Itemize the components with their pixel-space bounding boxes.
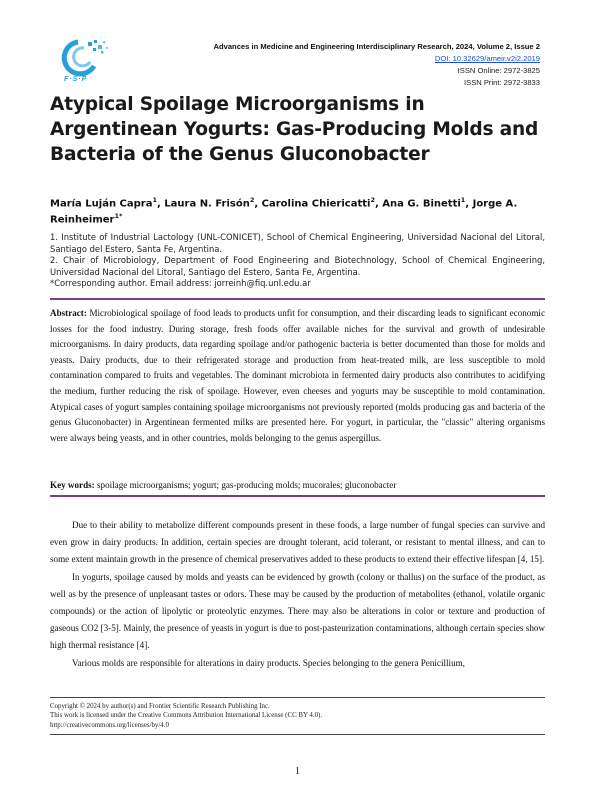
affiliation-1: 1. Institute of Industrial Lactology (UNL-CONICET), School of Chemical Engineering, Universidad Nacional del Litoral, Santiago del Estero, Santa Fe, Argentina.	[50, 232, 545, 254]
globe-logo-icon	[58, 36, 120, 80]
copyright-line: Copyright © 2024 by author(s) and Frontier Scientific Research Publishing Inc.	[50, 703, 270, 710]
affiliation-2: 2. Chair of Microbiology, Department of Food Engineering and Biotechnology, School of Chemical Engineering, Universidad Nacional del Litoral, Santiago del Estero, Santa Fe, Argentina.	[50, 255, 545, 277]
author-list	[50, 194, 545, 227]
author-affiliation-mark: 2	[370, 196, 375, 204]
title-line-3: Bacteria of the Genus Gluconobacter	[50, 144, 430, 165]
logo-text: F·S·P	[64, 76, 88, 83]
footer-top-rule	[50, 697, 545, 698]
author-name: Ana G. Binetti	[382, 198, 461, 210]
affiliations	[50, 232, 545, 290]
author-separator: ,	[254, 198, 262, 210]
keywords	[50, 478, 545, 492]
journal-name: Advances in Medicine and Engineering Interdisciplinary Research, 2024, Volume 2, Issue 2	[213, 42, 540, 51]
page-number: 1	[295, 766, 300, 777]
author-name: Jorge A. Reinheimer	[50, 198, 518, 226]
doi-link[interactable]: DOI: 10.32629/ameir.v2i2.2019	[434, 54, 540, 63]
author-affiliation-mark: 1*	[114, 212, 123, 221]
publisher-logo	[58, 36, 120, 88]
keywords-text: spoilage microorganisms; yogurt; gas-producing molds; mucorales; gluconobacter	[94, 480, 397, 490]
issn-online: ISSN Online: 2972-3825	[457, 66, 540, 75]
author-name: Carolina Chiericatti	[261, 198, 371, 210]
license-line: This work is licensed under the Creative Commons Attribution International License (CC BY 4.0).	[50, 712, 323, 720]
license-footer	[50, 702, 545, 730]
abstract-text: Microbiological spoilage of food leads to products unfit for consumption, and their discarding leads to significant economic losses for the food industry. During storage, fresh foods offer available niches for the survival and growth of undesirable microorganisms. In dairy products, data regarding spoilage and/or pathogenic bacteria is better documented than those for molds and yeasts. Dairy products, due to their refrigerated storage and production from heat-treated milk, are less susceptible to mold contamination compared to fruits and vegetables. The dominant microbiota in fermented dairy products also contributes to acidifying the medium, further reducing the risk of spoilage. However, even cheeses and yogurts may be susceptible to mold contamination. Atypical cases of yogurt samples containing spoilage microorganisms not previously reported (molds producing gas and bacteria of the genus Gluconobacter) in Argentinean fermented milks are presented here. For yogurt, in particular, the "classic" altering organisms were always being yeasts, and in other countries, molds belonging to the genus aspergillus.	[50, 308, 545, 443]
title-line-1: Atypical Spoilage Microorganisms in	[50, 94, 425, 115]
body-paragraph-3: Various molds are responsible for alterations in dairy products. Species belonging to the genera Penicillium,	[72, 658, 465, 669]
title-line-2: Argentinean Yogurts: Gas-Producing Molds and	[50, 119, 539, 140]
body-paragraph-2: In yogurts, spoilage caused by molds and yeasts can be evidenced by growth (colony or thallus) on the surface of the product, as well as by the presence of unpleasant tastes or odors. These may be caused by the production of metabolites (ethanol, volatile organic compounds) or the action of lipolytic or proteolytic enzymes. There may also be alterations in color or texture and production of gaseous CO2 [3-5]. Mainly, the presence of yeasts in yogurt is due to post-pasteurization contaminations, although certain species show high thermal resistance [4].	[50, 572, 545, 650]
abstract-label: Abstract:	[50, 308, 87, 318]
abstract-bottom-rule	[50, 495, 545, 497]
abstract	[50, 306, 545, 446]
journal-header	[213, 41, 540, 89]
author-separator: ,	[157, 198, 165, 210]
body-text	[50, 517, 545, 672]
author-name: María Luján Capra	[50, 198, 153, 210]
author-affiliation-mark: 1	[460, 196, 466, 204]
author-separator: ,	[465, 198, 473, 210]
keywords-label: Key words:	[50, 480, 95, 490]
author-affiliation-mark: 2	[249, 196, 255, 204]
footer-bottom-rule	[50, 734, 545, 735]
author-separator: ,	[374, 198, 383, 210]
corresponding-author: *Corresponding author. Email address: jorreinh@fiq.unl.edu.ar	[50, 278, 311, 289]
issn-print: ISSN Print: 2972-3833	[464, 78, 540, 87]
author-name: Laura N. Frisón	[164, 198, 250, 210]
abstract-top-rule	[50, 298, 545, 300]
paper-title	[50, 92, 550, 167]
license-url[interactable]: http://creativecommons.org/licenses/by/4.0	[50, 721, 169, 729]
body-paragraph-1: Due to their ability to metabolize different compounds present in these foods, a large number of fungal species can survive and even grow in dairy products. In addition, certain species are drought tolerant, acid tolerant, or resistant to mental illness, and can to some extent maintain growth in the presence of chemical preservatives added to these products to extend their effective lifespan [4, 15].	[50, 520, 545, 564]
author-affiliation-mark: 1	[152, 196, 158, 204]
